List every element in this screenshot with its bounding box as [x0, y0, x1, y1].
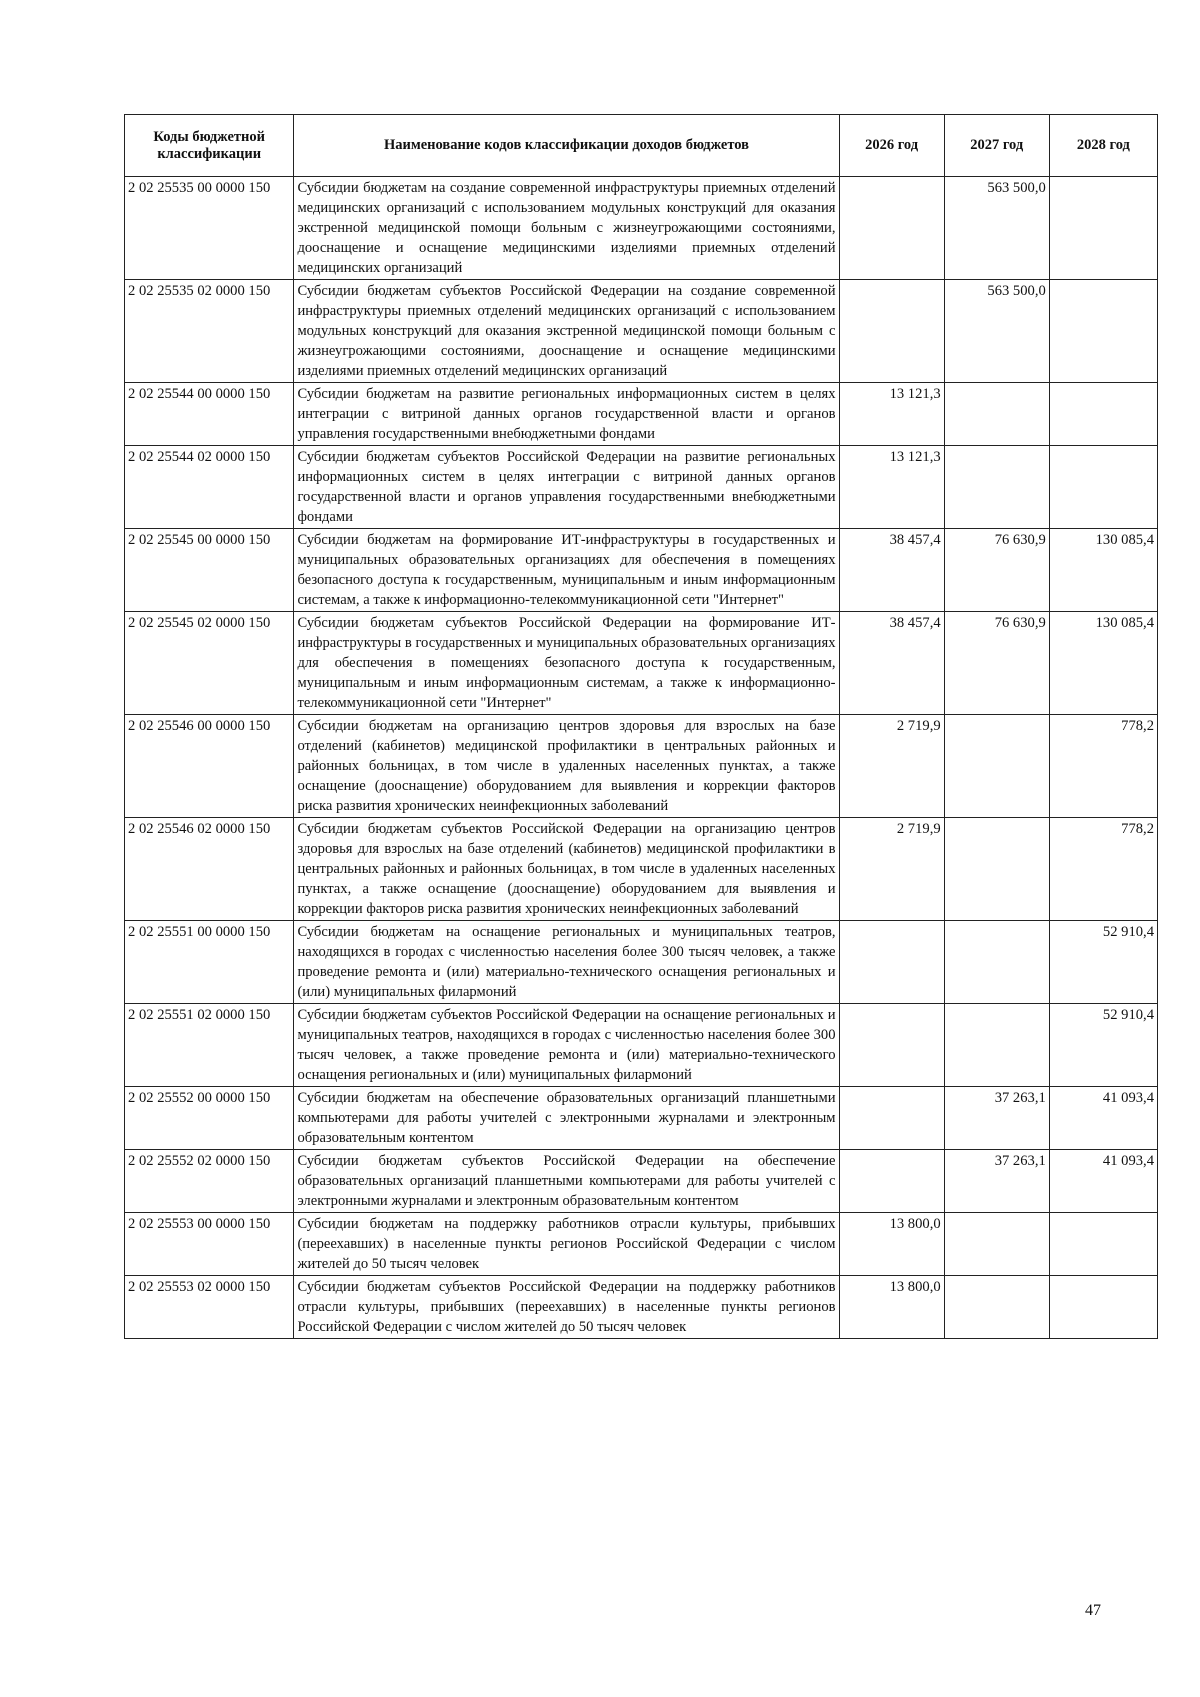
table-row: [125, 1004, 1158, 1087]
cell-code: 2 02 25545 00 0000 150: [125, 529, 294, 612]
cell-2027: [944, 1004, 1049, 1087]
cell-2026: [839, 280, 944, 383]
cell-2026: 13 800,0: [839, 1213, 944, 1276]
cell-2028: [1049, 1213, 1157, 1276]
cell-name: Субсидии бюджетам на поддержку работников отрасли культуры, прибывших (переехавших) в населенные пункты регионов Российской Федерации с числом жителей до 50 тысяч человек: [294, 1213, 839, 1276]
table-row: [125, 612, 1158, 715]
cell-2027: [944, 383, 1049, 446]
cell-2028: [1049, 446, 1157, 529]
cell-code: 2 02 25544 00 0000 150: [125, 383, 294, 446]
table-row: [125, 1087, 1158, 1150]
cell-2028: [1049, 383, 1157, 446]
cell-2028: 52 910,4: [1049, 1004, 1157, 1087]
table-row: [125, 177, 1158, 280]
cell-name: Субсидии бюджетам на организацию центров здоровья для взрослых на базе отделений (кабинетов) медицинской профилактики в центральных районных и районных больницах, в том числе в удаленных населенных пунктах, а также оснащение (дооснащение) оборудованием для выявления и коррекции факторов риска развития хронических неинфекционных заболеваний: [294, 715, 839, 818]
cell-2026: [839, 1087, 944, 1150]
cell-name: Субсидии бюджетам субъектов Российской Федерации на обеспечение образовательных организаций планшетными компьютерами для работы учителей с электронными журналами и электронным образовательным контентом: [294, 1150, 839, 1213]
cell-code: 2 02 25545 02 0000 150: [125, 612, 294, 715]
cell-2026: 13 800,0: [839, 1276, 944, 1339]
cell-code: 2 02 25553 02 0000 150: [125, 1276, 294, 1339]
table-row: [125, 1213, 1158, 1276]
table-row: [125, 921, 1158, 1004]
cell-code: 2 02 25553 00 0000 150: [125, 1213, 294, 1276]
cell-code: 2 02 25544 02 0000 150: [125, 446, 294, 529]
table-row: [125, 383, 1158, 446]
header-row: [125, 115, 1158, 177]
cell-2028: [1049, 177, 1157, 280]
cell-name: Субсидии бюджетам субъектов Российской Федерации на поддержку работников отрасли культуры, прибывших (переехавших) в населенные пункты регионов Российской Федерации с числом жителей до 50 тысяч человек: [294, 1276, 839, 1339]
cell-code: 2 02 25535 02 0000 150: [125, 280, 294, 383]
cell-2027: [944, 715, 1049, 818]
cell-2027: 37 263,1: [944, 1150, 1049, 1213]
cell-name: Субсидии бюджетам на создание современной инфраструктуры приемных отделений медицинских организаций с использованием модульных конструкций для оказания экстренной медицинской помощи больным с жизнеугрожающими состояниями, дооснащение и оснащение медицинскими изделиями приемных отделений медицинских организаций: [294, 177, 839, 280]
table-row: [125, 280, 1158, 383]
cell-2026: 13 121,3: [839, 383, 944, 446]
cell-name: Субсидии бюджетам на обеспечение образовательных организаций планшетными компьютерами для работы учителей с электронными журналами и электронным образовательным контентом: [294, 1087, 839, 1150]
table-row: [125, 1276, 1158, 1339]
cell-name: Субсидии бюджетам на формирование ИТ-инфраструктуры в государственных и муниципальных образовательных организациях для обеспечения в помещениях безопасного доступа к государственным, муниципальным и иным информационным системам, а также к информационно-телекоммуникационной сети "Интернет": [294, 529, 839, 612]
cell-name: Субсидии бюджетам субъектов Российской Федерации на развитие региональных информационных систем в целях интеграции с витриной данных органов государственной власти и органов управления государственными внебюджетными фондами: [294, 446, 839, 529]
table-row: [125, 446, 1158, 529]
cell-2028: 130 085,4: [1049, 529, 1157, 612]
cell-2028: 41 093,4: [1049, 1150, 1157, 1213]
cell-2026: [839, 177, 944, 280]
cell-name: Субсидии бюджетам на оснащение региональных и муниципальных театров, находящихся в городах с численностью населения более 300 тысяч человек, а также проведение ремонта и (или) материально-технического оснащения региональных и (или) муниципальных филармоний: [294, 921, 839, 1004]
table-header: [125, 115, 1158, 177]
cell-code: 2 02 25551 00 0000 150: [125, 921, 294, 1004]
table-row: [125, 715, 1158, 818]
cell-code: 2 02 25551 02 0000 150: [125, 1004, 294, 1087]
header-2027: 2027 год: [944, 115, 1049, 177]
cell-name: Субсидии бюджетам субъектов Российской Федерации на организацию центров здоровья для взрослых на базе отделений (кабинетов) медицинской профилактики в центральных районных и районных больницах, в том числе в удаленных населенных пунктах, а также оснащение (дооснащение) оборудованием для выявления и коррекции факторов риска развития хронических неинфекционных заболеваний: [294, 818, 839, 921]
cell-2028: 778,2: [1049, 715, 1157, 818]
cell-2027: [944, 446, 1049, 529]
cell-2026: 13 121,3: [839, 446, 944, 529]
cell-code: 2 02 25535 00 0000 150: [125, 177, 294, 280]
cell-2027: [944, 1276, 1049, 1339]
cell-2028: 778,2: [1049, 818, 1157, 921]
header-code: Коды бюджетной классификации: [125, 115, 294, 177]
cell-2027: 76 630,9: [944, 529, 1049, 612]
cell-code: 2 02 25546 00 0000 150: [125, 715, 294, 818]
cell-2026: [839, 1150, 944, 1213]
header-2026: 2026 год: [839, 115, 944, 177]
cell-2027: [944, 818, 1049, 921]
cell-name: Субсидии бюджетам субъектов Российской Федерации на оснащение региональных и муниципальных театров, находящихся в городах с численностью населения более 300 тысяч человек, а также проведение ремонта и (или) материально-технического оснащения региональных и (или) муниципальных филармоний: [294, 1004, 839, 1087]
table-row: [125, 529, 1158, 612]
cell-2026: [839, 1004, 944, 1087]
cell-2027: [944, 921, 1049, 1004]
cell-2026: 2 719,9: [839, 715, 944, 818]
cell-2026: 38 457,4: [839, 529, 944, 612]
table-body: [125, 177, 1158, 1339]
budget-table: [124, 114, 1158, 1339]
cell-2027: 76 630,9: [944, 612, 1049, 715]
cell-name: Субсидии бюджетам на развитие региональных информационных систем в целях интеграции с витриной данных органов государственной власти и органов управления государственными внебюджетными фондами: [294, 383, 839, 446]
cell-2027: 563 500,0: [944, 177, 1049, 280]
cell-2026: 2 719,9: [839, 818, 944, 921]
page-number: 47: [1085, 1602, 1101, 1619]
cell-code: 2 02 25546 02 0000 150: [125, 818, 294, 921]
cell-name: Субсидии бюджетам субъектов Российской Федерации на создание современной инфраструктуры приемных отделений медицинских организаций с использованием модульных конструкций для оказания экстренной медицинской помощи больным с жизнеугрожающими состояниями, дооснащение и оснащение медицинскими изделиями приемных отделений медицинских организаций: [294, 280, 839, 383]
cell-2027: [944, 1213, 1049, 1276]
cell-2028: [1049, 1276, 1157, 1339]
cell-name: Субсидии бюджетам субъектов Российской Федерации на формирование ИТ-инфраструктуры в государственных и муниципальных образовательных организациях для обеспечения в помещениях безопасного доступа к государственным, муниципальным и иным информационным системам, а также к информационно-телекоммуникационной сети "Интернет": [294, 612, 839, 715]
cell-2027: 37 263,1: [944, 1087, 1049, 1150]
cell-2028: [1049, 280, 1157, 383]
cell-2026: [839, 921, 944, 1004]
table-row: [125, 818, 1158, 921]
cell-2028: 130 085,4: [1049, 612, 1157, 715]
cell-2028: 52 910,4: [1049, 921, 1157, 1004]
cell-code: 2 02 25552 00 0000 150: [125, 1087, 294, 1150]
header-name: Наименование кодов классификации доходов бюджетов: [294, 115, 839, 177]
cell-2028: 41 093,4: [1049, 1087, 1157, 1150]
cell-2027: 563 500,0: [944, 280, 1049, 383]
table-row: [125, 1150, 1158, 1213]
cell-2026: 38 457,4: [839, 612, 944, 715]
cell-code: 2 02 25552 02 0000 150: [125, 1150, 294, 1213]
header-2028: 2028 год: [1049, 115, 1157, 177]
